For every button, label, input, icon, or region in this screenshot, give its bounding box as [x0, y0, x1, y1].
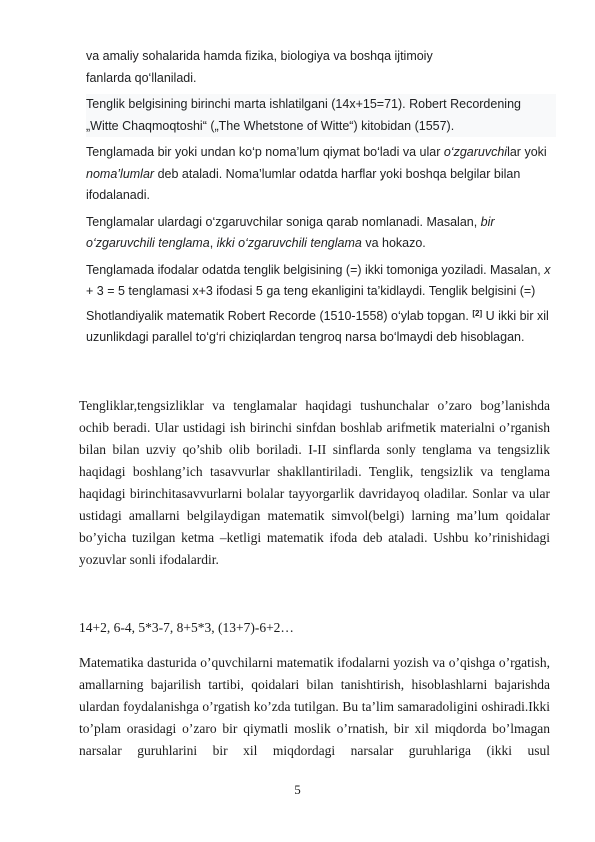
- wiki-paragraph: [86, 212, 556, 255]
- expression-examples: 14+2, 6-4, 5*3-7, 8+5*3, (13+7)-6+2…: [79, 620, 294, 635]
- wiki-link[interactable]: noma’lumlar: [86, 166, 155, 181]
- wiki-text: lar yoki: [507, 145, 547, 159]
- wiki-paragraph: [86, 46, 466, 89]
- wiki-text: Tenglik belgisining birinchi marta ishlatilgani (14x+15=71). Robert Recordening „Witte Chaqmoqtoshi“ („The Whetstone of Witte“) kitobidan (1557).: [86, 97, 521, 133]
- wiki-link[interactable]: o‘zgaruvchi: [443, 145, 508, 159]
- wiki-text: va hokazo.: [361, 236, 426, 250]
- math-variable: x: [544, 262, 551, 277]
- wiki-text: deb ataladi. Noma’lumlar odatda harflar yoki boshqa belgilar bilan ifodalanadi.: [86, 166, 521, 202]
- wiki-paragraph: [86, 260, 556, 349]
- wiki-link[interactable]: bir o‘zgaruvchili tenglama: [86, 214, 495, 250]
- wiki-paragraph: [86, 142, 556, 207]
- wiki-caption: [86, 94, 556, 137]
- wiki-text: U ikki bir xil uzunlikdagi parallel to‘g‘ri chiziqlardan tengroq narsa bo‘lmaydi deb hisoblagan.: [86, 308, 549, 344]
- wiki-text: Tenglamada bir yoki undan ko‘p noma’lum qiymat bo‘ladi va ular: [86, 145, 444, 159]
- page-number: 5: [294, 782, 301, 797]
- body-paragraph: Matematika dasturida o’quvchilarni matematik ifodalarni yozish va o’qishga o’rgatish, amallarning bajarilish tartibi, qoidalari bilan tanishtirish, hisoblashlarni bajarishda ulardan foydalanishga o’rgatish ko’zda tutilgan. Bu ta’lim samaradoligini oshiradi.Ikki to’plam orasidagi o’zaro bir qiymatli moslik o’rnatish, bir xil miqdorda bo’lmagan narsalar guruhlarini bir xil miqdordagi narsalar guruhlariga (ikki usul: [79, 655, 550, 758]
- wiki-text: Tenglamalar ulardagi o‘zgaruvchilar soniga qarab nomlanadi. Masalan,: [86, 214, 481, 229]
- wiki-text: va amaliy sohalarida hamda fizika, biologiya va boshqa ijtimoiy fanlarda qo‘llaniladi.: [86, 49, 433, 85]
- wiki-text: Tenglamada ifodalar odatda tenglik belgisining (=) ikki tomoniga yoziladi. Masalan,: [86, 262, 545, 277]
- wiki-excerpt: [86, 46, 556, 354]
- wiki-text: ,: [209, 236, 217, 250]
- body-paragraph: Tengliklar,tengsizliklar va tenglamalar haqidagi tushunchalar o’zaro bog’lanishda ochib beradi. Ular ustidagi ish birinchi sinfdan boshlab arifmetik materialni o’rganish bilan bilan uzviy qo’shib olib boriladi. I-II sinflarda sonly tenglama va tengsizlik haqidagi boshlang’ich tasavvurlar shakllantiriladi. Tenglik, tengsizlik va tenglama haqidagi birinchitasavvurlarni bolalar tayyorgarlik davridayoq oladilar. Sonlar va ular ustidagi amallarni belgilaydigan matematik simvol(belgi) larning ma’lum qoidalar bo’yicha tuzilgan ketma –ketligi matematik ifoda deb ataladi. Ushbu ko’rinishidagi yozuvlar sonli ifodalardir.: [79, 398, 550, 567]
- citation-link[interactable]: [2]: [472, 308, 483, 318]
- wiki-link[interactable]: ikki o‘zgaruvchili tenglama: [216, 236, 362, 250]
- wiki-text: + 3 = 5 tenglamasi x+3 ifodasi 5 ga teng ekanligini ta’kidlaydi. Tenglik belgisini (=) Shotlandiyalik matematik Robert Recorde (1510-1558) o‘ylab topgan.: [86, 284, 536, 323]
